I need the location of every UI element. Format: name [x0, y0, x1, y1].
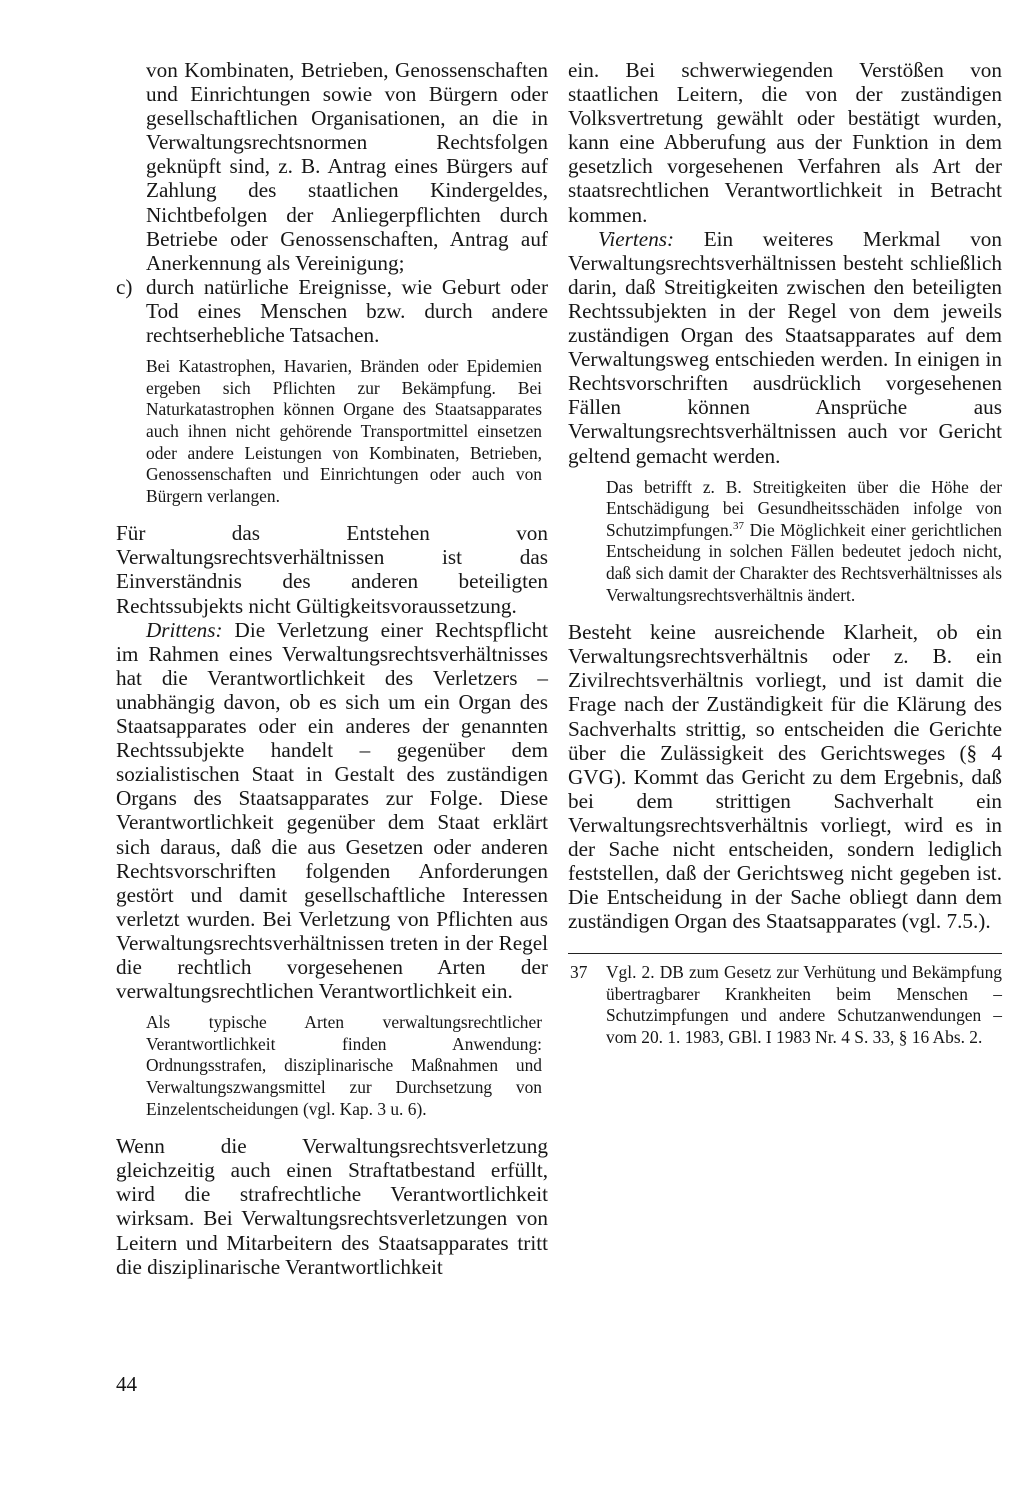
right-column: [568, 58, 1002, 1048]
paragraph-abberufung: ein. Bei schwerwiegenden Verstößen von staatlichen Leitern, die von der zuständigen Volksvertretung gewählt oder bestätigt wurden, kann eine Abberufung aus der Funktion in dem gesetzlich vorgesehenen Verfahren als Art der staatsrechtlichen Verantwortlichkeit in Betracht kommen.: [568, 58, 1002, 227]
list-item-c: [116, 275, 548, 347]
note-schutzimpfungen: Das betrifft z. B. Streitigkeiten über die Höhe der Entschädigung bei Gesundheitsschäden infolge von Schutzimpfungen.$^{37}$ Die Möglichkeit einer gerichtlichen Entscheidung in solchen Fällen bedeutet jedoch nicht, daß sich damit der Charakter des Rechtsverhältnisses als Verwaltungsrechtsverhältnis ändert.: [606, 476, 1002, 605]
page-number: 44: [116, 1372, 137, 1396]
note-arten-verantwortlichkeit: Als typische Arten verwaltungsrechtlicher Verantwortlichkeit finden Anwendung: Ordnungsstrafen, disziplinarische Maßnahmen und Verwaltungszwangsmittel zur Durchsetzung von Einzelentscheidungen (vgl. Kap. 3 u. 6).: [146, 1012, 542, 1119]
viertens-lead: Viertens:: [598, 226, 675, 251]
paragraph-viertens: [568, 227, 1002, 468]
drittens-text: Die Verletzung einer Rechtspflicht im Rahmen eines Verwaltungsrechtsverhältnisses hat die Verantwortlichkeit des Verletzers – unabhängig davon, ob es sich um ein Organ des Staatsapparates oder ein anderes der genannten Rechtssubjekte handelt – gegenüber dem sozialistischen Staat in Gestalt des zuständigen Organs des Staatsapparates zur Folge. Diese Verantwortlichkeit gegenüber dem Staat erklärt sich daraus, daß die aus Gesetzen oder anderen Rechtsvorschriften folgenden Anforderungen gestört und damit gesellschaftliche Interessen verletzt wurden. Bei Verletzung von Pflichten aus Verwaltungsrechtsverhältnissen treten in der Regel die rechtlich vorgesehenen Arten der verwaltungsrechtlichen Verantwortlichkeit ein.: [116, 617, 548, 1004]
paragraph-entstehen: Für das Entstehen von Verwaltungsrechtsverhältnissen ist das Einverständnis des anderen beteiligten Rechtssubjekts nicht Gültigkeitsvoraussetzung.: [116, 521, 548, 618]
paragraph-klarheit: Besteht keine ausreichende Klarheit, ob ein Verwaltungsrechtsverhältnis oder z. B. ein Zivilrechtsverhältnis vorliegt, und ist damit die Frage nach der Zuständigkeit für die Klärung des Sachverhalts strittig, so entscheiden die Gerichte über die Zulässigkeit des Gerichtsweges (§ 4 GVG). Kommt das Gericht zu dem Ergebnis, daß bei dem strittigen Sachverhalt ein Verwaltungsrechtsverhältnis vorliegt, wird es in der Sache nicht entscheiden, sondern lediglich feststellen, daß der Gerichtsweg nicht gegeben ist. Die Entscheidung in der Sache obliegt dann dem zuständigen Organ des Staatsapparates (vgl. 7.5.).: [568, 620, 1002, 934]
footnote-reference[interactable]: 37: [733, 519, 745, 532]
paragraph-drittens: [116, 618, 548, 1004]
left-column: [116, 58, 548, 1279]
footnote-text: Vgl. 2. DB zum Gesetz zur Verhütung und Bekämpfung übertragbarer Krankheiten beim Menschen – Schutzimpfungen und andere Schutzanwendungen – vom 20. 1. 1983, GBl. I 1983 Nr. 4 S. 33, § 16 Abs. 2.: [606, 962, 1002, 1047]
list-item-c-label: c): [116, 274, 133, 299]
footnote-37: [568, 962, 1002, 1048]
viertens-text: Ein weiteres Merkmal von Verwaltungsrechtsverhältnissen besteht schließlich darin, daß Streitigkeiten zwischen den beteiligten Rechtssubjekten in der Regel von dem jeweils zuständigen Organ des Staatsapparates auf dem Verwaltungsweg entschieden werden. In einigen in Rechtsvorschriften ausdrücklich vorgesehenen Fällen können Ansprüche aus Verwaltungsrechtsverhältnissen auch vor Gericht geltend gemacht werden.: [568, 226, 1002, 468]
footnote-number: 37: [570, 962, 588, 983]
drittens-lead: Drittens:: [146, 617, 223, 642]
list-item-b-continuation: von Kombinaten, Betrieben, Genossenschaften und Einrichtungen sowie von Bürgern oder gesellschaftlichen Organisationen, an die in Verwaltungsrechtsnormen Rechtsfolgen geknüpft sind, z. B. Antrag eines Bürgers auf Zahlung des staatlichen Kindergeldes, Nichtbefolgen der Anliegerpflichten durch Betriebe oder Genossenschaften, Antrag auf Anerkennung als Vereinigung;: [146, 58, 548, 275]
footnote-divider: [568, 953, 1002, 954]
list-item-c-text: durch natürliche Ereignisse, wie Geburt oder Tod eines Menschen bzw. durch andere rechtserhebliche Tatsachen.: [146, 274, 548, 348]
paragraph-straftatbestand: Wenn die Verwaltungsrechtsverletzung gleichzeitig auch einen Straftatbestand erfüllt, wird die strafrechtliche Verantwortlichkeit wirksam. Bei Verwaltungsrechtsverletzungen von Leitern und Mitarbeitern des Staatsapparates tritt die disziplinarische Verantwortlichkeit: [116, 1134, 548, 1279]
note-catastrophes: Bei Katastrophen, Havarien, Bränden oder Epidemien ergeben sich Pflichten zur Bekämpfung. Bei Naturkatastrophen können Organe des Staatsapparates auch ihnen nicht gehörende Transportmittel einsetzen oder andere Leistungen von Kombinaten, Betrieben, Genossenschaften und Einrichtungen oder auch von Bürgern verlangen.: [146, 356, 542, 506]
